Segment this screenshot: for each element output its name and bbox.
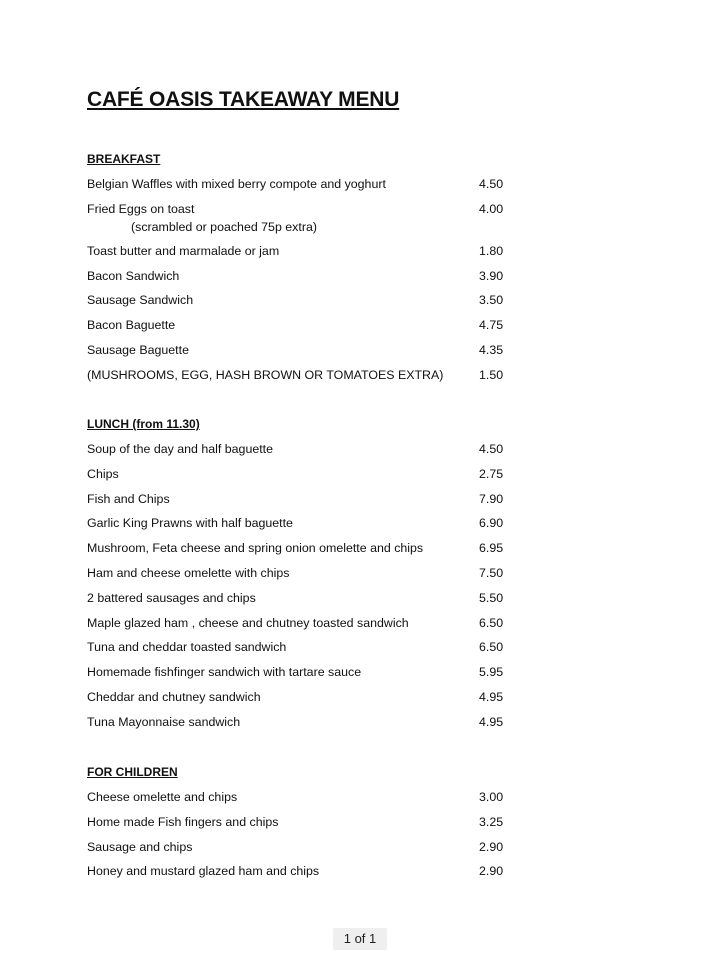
- item-name: Sausage Baguette: [87, 342, 189, 357]
- item-price: 6.50: [479, 640, 504, 655]
- item-name: Fried Eggs on toast: [87, 201, 195, 216]
- item-name: Ham and cheese omelette with chips: [87, 565, 290, 580]
- item-name: Garlic King Prawns with half baguette: [87, 516, 293, 531]
- menu-item: [87, 689, 527, 714]
- item-name: Cheddar and chutney sandwich: [87, 689, 261, 704]
- menu-item: [87, 342, 527, 367]
- item-name: Soup of the day and half baguette: [87, 442, 274, 456]
- breakfast-items: [87, 176, 527, 392]
- item-name: Maple glazed ham , cheese and chutney toasted sandwich: [87, 615, 409, 630]
- lunch-section: [87, 416, 527, 739]
- children-section: [87, 764, 527, 888]
- item-price: 7.90: [479, 491, 504, 506]
- menu-item: [87, 367, 527, 392]
- item-name: 2 battered sausages and chips: [87, 590, 256, 605]
- menu-item: [87, 639, 527, 664]
- item-price: 2.90: [479, 864, 504, 879]
- item-name: Toast butter and marmalade or jam: [87, 243, 280, 258]
- menu-item: [87, 664, 527, 689]
- item-price: 4.95: [479, 714, 504, 729]
- item-name: Home made Fish fingers and chips: [87, 814, 279, 829]
- item-price: 3.00: [479, 790, 504, 804]
- menu-item: [87, 176, 527, 201]
- item-price: 6.90: [479, 516, 504, 531]
- item-name: (MUSHROOMS, EGG, HASH BROWN OR TOMATOES EXTRA): [87, 367, 444, 382]
- menu-item: [87, 491, 527, 516]
- menu-item: [87, 515, 527, 540]
- page-indicator: 1 of 1: [333, 928, 387, 950]
- item-name: Sausage and chips: [87, 839, 193, 854]
- item-name: Sausage Sandwich: [87, 293, 194, 308]
- item-price: 4.35: [479, 342, 504, 357]
- breakfast-section: [87, 151, 527, 392]
- item-price: 7.50: [479, 565, 504, 580]
- lunch-items: [87, 441, 527, 739]
- menu-item: [87, 466, 527, 491]
- item-note: (scrambled or poached 75p extra): [131, 219, 317, 234]
- item-price: 4.75: [479, 318, 504, 333]
- menu-item: [87, 814, 527, 839]
- item-price: 3.50: [479, 293, 504, 308]
- menu-item: [87, 615, 527, 640]
- item-name: Bacon Baguette: [87, 318, 176, 333]
- item-price: 2.90: [479, 839, 504, 854]
- page-title: CAFÉ OASIS TAKEAWAY MENU: [87, 88, 400, 111]
- item-price: 6.50: [479, 615, 504, 630]
- menu-item: [87, 565, 527, 590]
- menu-item: [87, 789, 527, 814]
- item-price: 4.95: [479, 689, 504, 704]
- item-name: Belgian Waffles with mixed berry compote and yoghurt: [87, 177, 386, 191]
- section-heading-lunch: LUNCH (from 11.30): [87, 417, 200, 431]
- menu-item: [87, 863, 527, 888]
- item-name: Honey and mustard glazed ham and chips: [87, 864, 320, 879]
- menu-item: [87, 441, 527, 466]
- item-name: Chips: [87, 466, 119, 481]
- item-name: Tuna and cheddar toasted sandwich: [87, 640, 287, 655]
- menu-item: [87, 590, 527, 615]
- menu-item: [87, 243, 527, 268]
- section-heading-breakfast: BREAKFAST: [87, 152, 161, 166]
- menu-item: [87, 201, 527, 243]
- item-name: Fish and Chips: [87, 491, 170, 506]
- item-price: 5.95: [479, 665, 504, 680]
- item-price: 4.50: [479, 442, 504, 456]
- item-price: 4.00: [479, 201, 504, 216]
- item-price: 3.90: [479, 268, 504, 283]
- item-price: 2.75: [479, 466, 504, 481]
- item-name: Tuna Mayonnaise sandwich: [87, 714, 241, 729]
- menu-item: [87, 540, 527, 565]
- item-price: 3.25: [479, 814, 504, 829]
- menu-item: [87, 317, 527, 342]
- item-price: 1.80: [479, 243, 504, 258]
- menu-item: [87, 839, 527, 864]
- item-price: 5.50: [479, 590, 504, 605]
- item-price: 4.50: [479, 177, 504, 191]
- menu-item: [87, 268, 527, 293]
- menu-item: [87, 714, 527, 739]
- menu-item: [87, 292, 527, 317]
- item-price: 6.95: [479, 541, 504, 556]
- item-name: Cheese omelette and chips: [87, 790, 238, 804]
- children-items: [87, 789, 527, 888]
- item-name: Homemade fishfinger sandwich with tartare sauce: [87, 665, 362, 680]
- section-heading-children: FOR CHILDREN: [87, 765, 178, 779]
- item-name: Mushroom, Feta cheese and spring onion omelette and chips: [87, 541, 424, 556]
- item-price: 1.50: [479, 367, 504, 382]
- item-name: Bacon Sandwich: [87, 268, 180, 283]
